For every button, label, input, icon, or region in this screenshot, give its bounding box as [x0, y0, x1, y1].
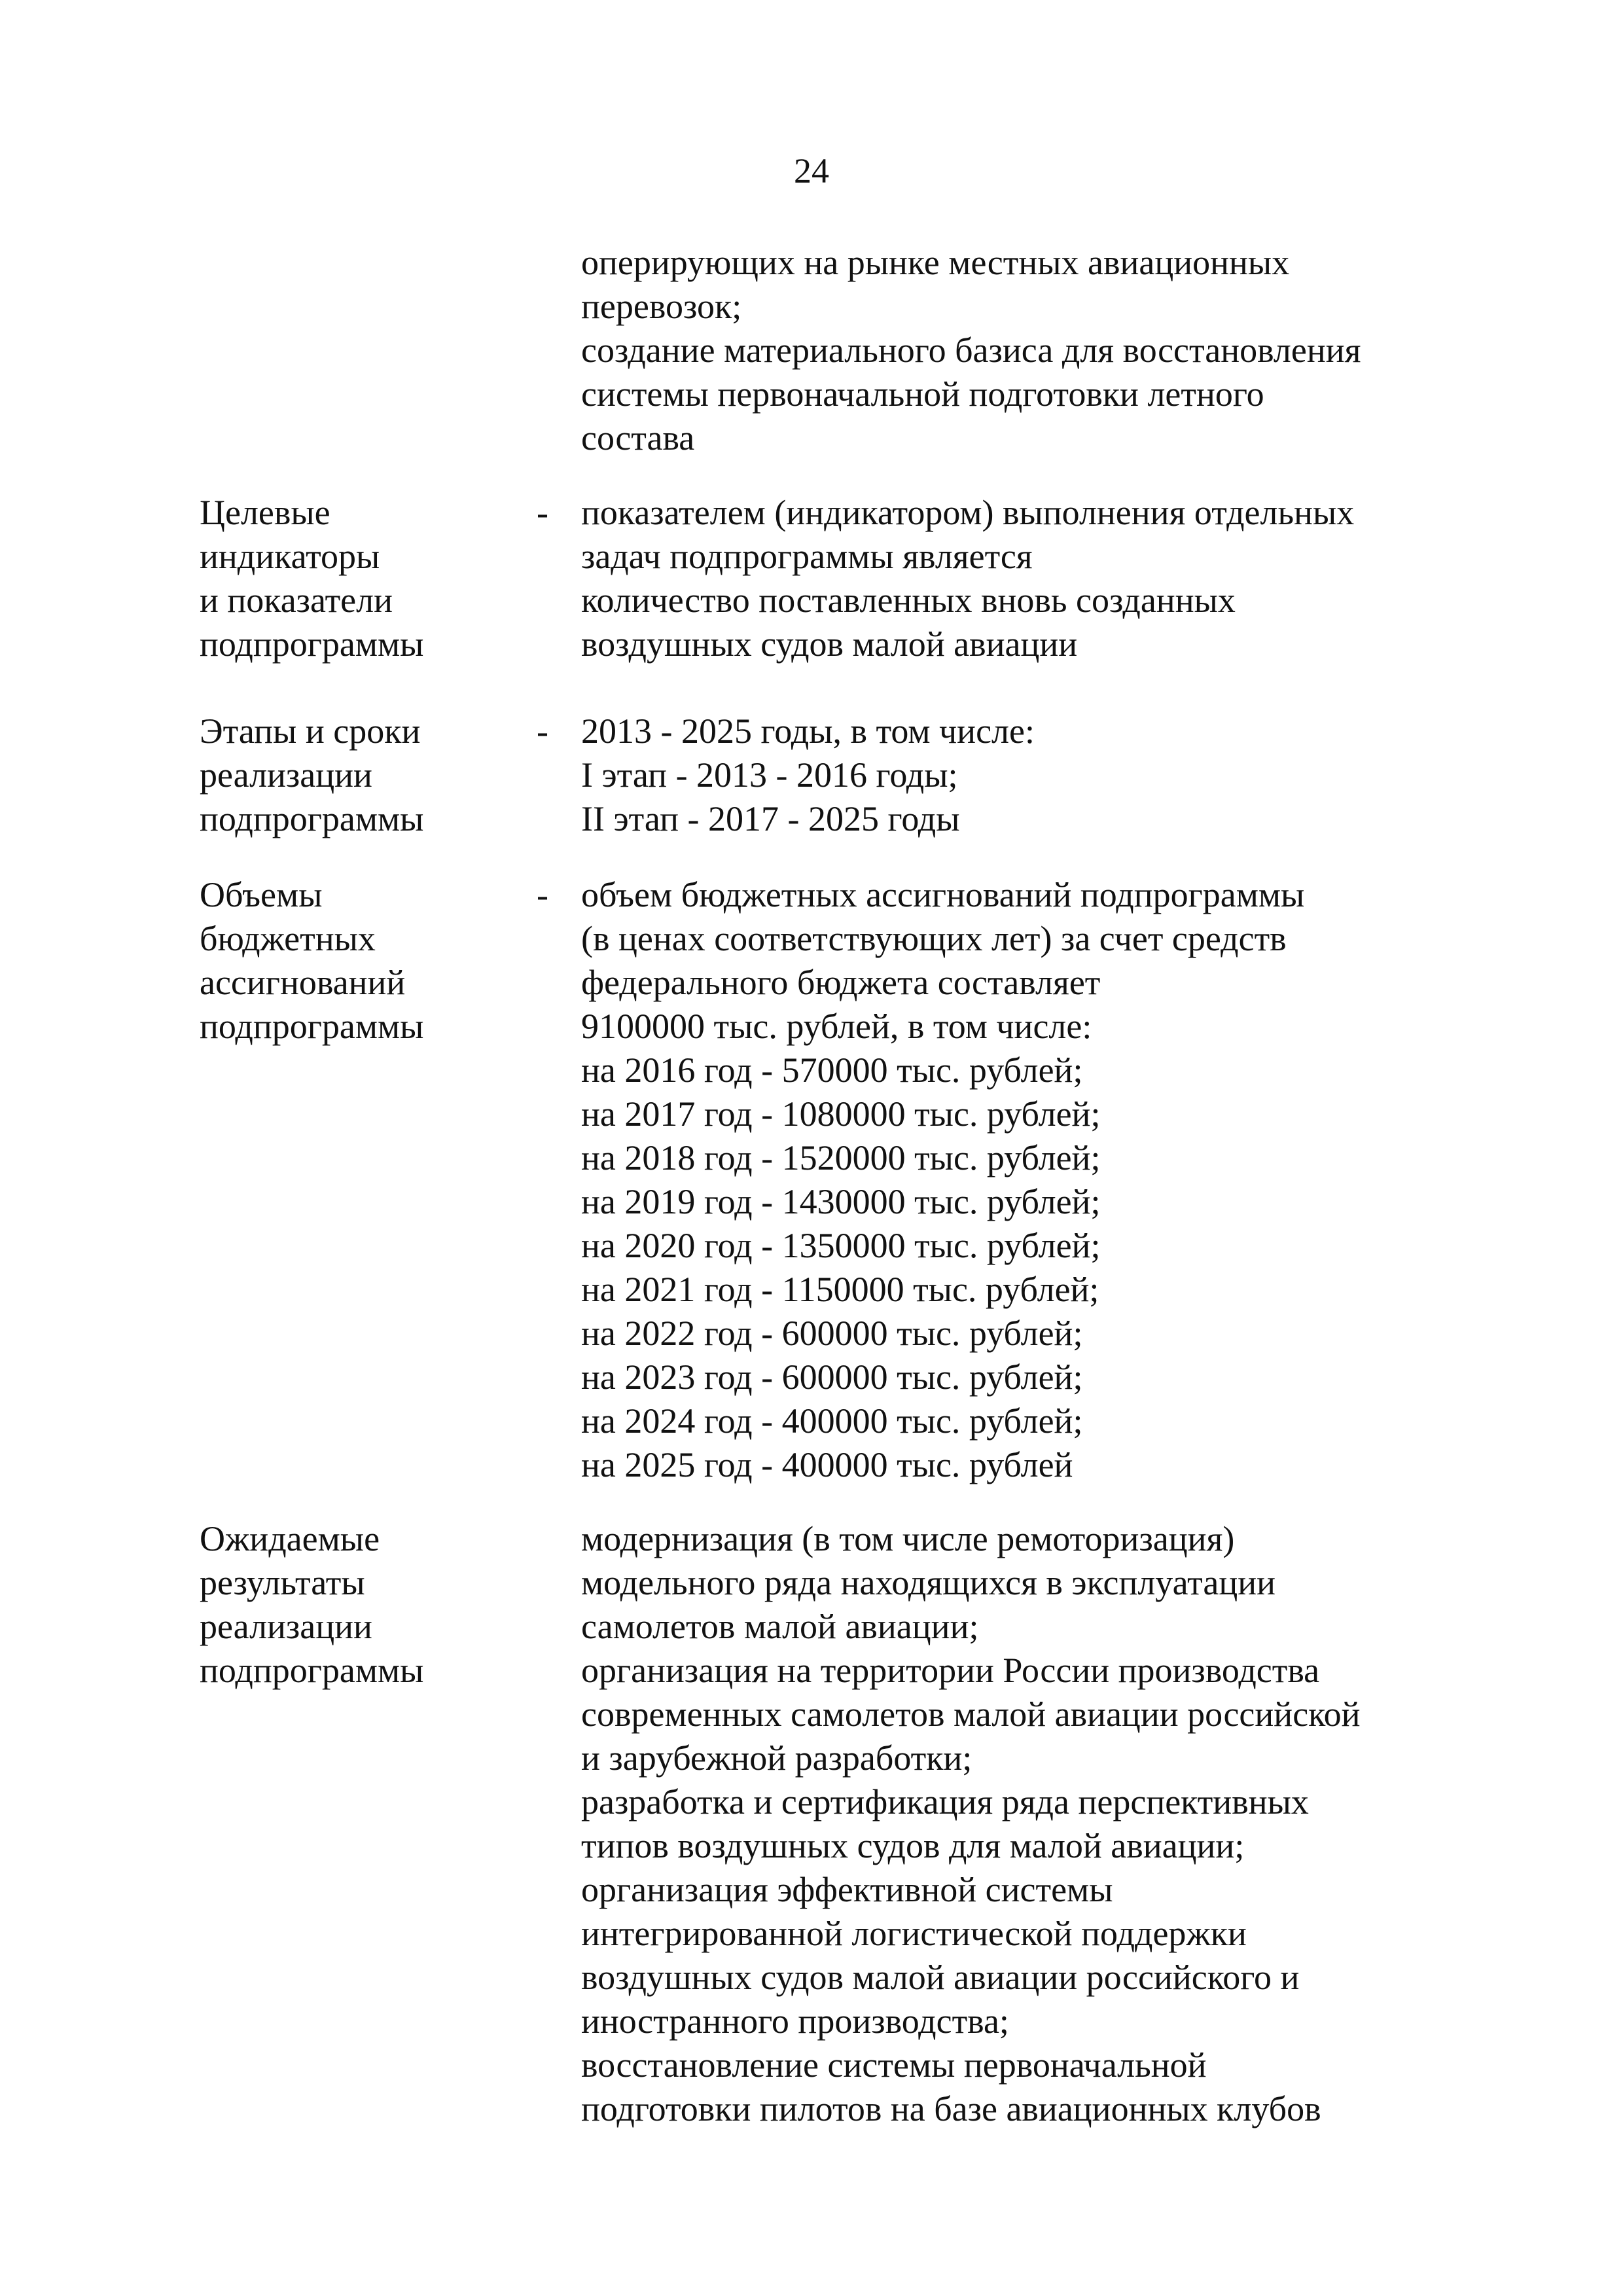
section-label [200, 709, 423, 841]
label-line: бюджетных [200, 919, 376, 958]
text-line: 9100000 тыс. рублей, в том числе: [581, 1007, 1092, 1046]
text-line: и зарубежной разработки; [581, 1738, 972, 1778]
separator-dash: - [537, 711, 548, 751]
text-line: перевозок; [581, 287, 742, 326]
label-line: Целевые [200, 493, 330, 532]
label-line: Объемы [200, 875, 323, 914]
budget-year-line: на 2016 год - 570000 тыс. рублей; [581, 1050, 1083, 1090]
label-line: подпрограммы [200, 1007, 424, 1046]
label-line: подпрограммы [200, 1651, 424, 1690]
label-line: Этапы и сроки [200, 711, 421, 751]
text-line: подготовки пилотов на базе авиационных клубов [581, 2089, 1321, 2128]
text-line: объем бюджетных ассигнований подпрограммы [581, 875, 1305, 914]
continuation-text [581, 241, 1361, 460]
label-line: подпрограммы [200, 799, 424, 838]
text-line: количество поставленных вновь созданных [581, 581, 1236, 620]
budget-year-line: на 2023 год - 600000 тыс. рублей; [581, 1357, 1083, 1397]
text-line: системы первоначальной подготовки летного [581, 374, 1264, 414]
text-line: II этап - 2017 - 2025 годы [581, 799, 960, 838]
label-line: индикаторы [200, 537, 380, 576]
budget-year-line: на 2019 год - 1430000 тыс. рублей; [581, 1182, 1101, 1221]
text-line: интегрированной логистической поддержки [581, 1914, 1247, 1953]
label-line: Ожидаемые [200, 1519, 380, 1558]
budget-year-line: на 2017 год - 1080000 тыс. рублей; [581, 1094, 1101, 1134]
text-line: воздушных судов малой авиации российского и [581, 1958, 1300, 1997]
section-content [581, 1517, 1361, 2131]
text-line: создание материального базиса для восстановления [581, 331, 1361, 370]
text-line: 2013 - 2025 годы, в том числе: [581, 711, 1035, 751]
text-line: самолетов малой авиации; [581, 1607, 979, 1646]
text-line: модернизация (в том числе ремоторизация) [581, 1519, 1235, 1558]
text-line: федерального бюджета составляет [581, 963, 1101, 1002]
label-line: реализации [200, 1607, 372, 1646]
text-line: задач подпрограммы является [581, 537, 1033, 576]
label-line: ассигнований [200, 963, 406, 1002]
text-line: современных самолетов малой авиации российской [581, 1695, 1361, 1734]
section-content [581, 491, 1354, 666]
label-line: подпрограммы [200, 624, 424, 664]
separator-dash: - [537, 493, 548, 532]
text-line: оперирующих на рынке местных авиационных [581, 243, 1290, 282]
label-line: и показатели [200, 581, 393, 620]
page-number: 24 [794, 151, 829, 190]
text-line: состава [581, 418, 695, 457]
budget-year-line: на 2020 год - 1350000 тыс. рублей; [581, 1226, 1101, 1265]
text-line: восстановление системы первоначальной [581, 2045, 1207, 2085]
label-line: реализации [200, 755, 372, 795]
budget-year-line: на 2022 год - 600000 тыс. рублей; [581, 1314, 1083, 1353]
text-line: иностранного производства; [581, 2001, 1009, 2041]
text-line: I этап - 2013 - 2016 годы; [581, 755, 958, 795]
text-line: воздушных судов малой авиации [581, 624, 1078, 664]
text-line: организация на территории России производства [581, 1651, 1320, 1690]
separator-dash: - [537, 875, 548, 914]
text-line: разработка и сертификация ряда перспективных [581, 1782, 1309, 1821]
label-line: результаты [200, 1563, 365, 1602]
section-content [581, 709, 1035, 841]
text-line: типов воздушных судов для малой авиации; [581, 1826, 1245, 1865]
text-line: организация эффективной системы [581, 1870, 1113, 1909]
section-content [581, 873, 1304, 1487]
text-line: показателем (индикатором) выполнения отдельных [581, 493, 1355, 532]
section-label [200, 873, 423, 1049]
budget-year-line: на 2018 год - 1520000 тыс. рублей; [581, 1138, 1101, 1177]
section-label [200, 491, 423, 666]
budget-year-line: на 2024 год - 400000 тыс. рублей; [581, 1401, 1083, 1441]
budget-year-line: на 2021 год - 1150000 тыс. рублей; [581, 1270, 1099, 1309]
budget-year-line: на 2025 год - 400000 тыс. рублей [581, 1445, 1073, 1484]
text-line: (в ценах соответствующих лет) за счет средств [581, 919, 1287, 958]
section-label [200, 1517, 423, 1693]
text-line: модельного ряда находящихся в эксплуатации [581, 1563, 1276, 1602]
